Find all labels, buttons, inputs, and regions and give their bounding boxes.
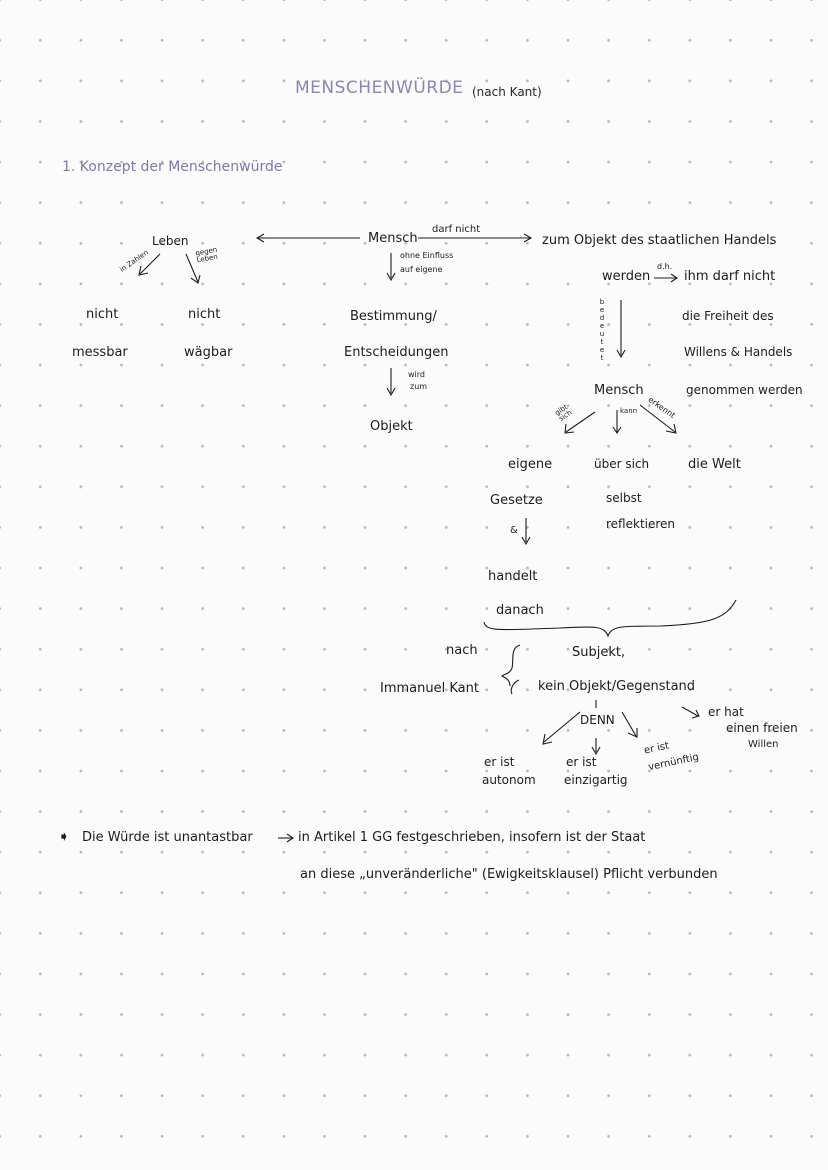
vernuenftig-label: vernünftig bbox=[647, 751, 700, 774]
nicht-label-2: nicht bbox=[188, 307, 221, 322]
handelt-label: handelt bbox=[488, 569, 538, 584]
conclusion-line1-right: in Artikel 1 GG festgeschrieben, insofern ist der Staat bbox=[298, 830, 646, 845]
gibt-sich-label: gibt sich bbox=[553, 402, 574, 424]
bedeutet-label: b e d e u t e t bbox=[599, 298, 605, 362]
messbar-label: messbar bbox=[72, 345, 128, 360]
die-welt-label: die Welt bbox=[688, 457, 741, 472]
arrow-bullet-icon: ➧ bbox=[58, 829, 70, 845]
mensch-right-label: Mensch bbox=[594, 383, 644, 398]
nicht-label-1: nicht bbox=[86, 307, 119, 322]
nach-label: nach bbox=[446, 643, 478, 658]
er-ist-label-3: er ist bbox=[643, 740, 671, 757]
page-subtitle: (nach Kant) bbox=[472, 85, 542, 99]
erkennt-label: erkennt bbox=[646, 395, 677, 421]
subjekt-label: Subjekt, bbox=[572, 645, 626, 660]
selbst-label: selbst bbox=[606, 491, 642, 505]
reflektieren-label: reflektieren bbox=[606, 517, 676, 531]
mensch-center-label: Mensch bbox=[368, 231, 418, 246]
er-ist-label-1: er ist bbox=[484, 755, 515, 769]
kein-objekt-label: kein Objekt/Gegenstand bbox=[538, 679, 696, 694]
genommen-label: genommen werden bbox=[686, 383, 803, 397]
in-zahlen-label: in Zahlen bbox=[118, 248, 150, 274]
ihm-darf-nicht-label: ihm darf nicht bbox=[684, 269, 776, 284]
wird-label: wird bbox=[408, 370, 425, 379]
denn-label: DENN bbox=[580, 713, 615, 727]
conclusion-line1-left: Die Würde ist unantastbar bbox=[82, 830, 253, 845]
kann-label: kann bbox=[620, 407, 638, 415]
zum-label: zum bbox=[410, 382, 428, 391]
conclusion-line2: an diese „unveränderliche" (Ewigkeitsklausel) Pflicht verbunden bbox=[300, 867, 718, 882]
entscheidungen-label: Entscheidungen bbox=[344, 345, 449, 360]
objekt-label: Objekt bbox=[370, 419, 413, 434]
er-ist-label-2: er ist bbox=[566, 755, 597, 769]
leben-label: Leben bbox=[152, 234, 189, 248]
einzigartig-label: einzigartig bbox=[564, 773, 628, 787]
einen-freien-label: einen freien bbox=[726, 721, 798, 735]
bestimmung-label: Bestimmung/ bbox=[350, 309, 437, 324]
eigene-label: eigene bbox=[508, 457, 553, 472]
immanuel-kant-label: Immanuel Kant bbox=[380, 681, 479, 696]
er-hat-label: er hat bbox=[708, 705, 744, 719]
gegen-leben-label: gegen Leben bbox=[194, 245, 219, 265]
und-label: & bbox=[510, 525, 518, 536]
gesetze-label: Gesetze bbox=[490, 493, 543, 508]
willens-label: Willens & Handels bbox=[684, 345, 793, 359]
ueber-sich-label: über sich bbox=[594, 457, 650, 471]
dh-label: d.h. bbox=[657, 262, 673, 271]
darf-nicht-label: darf nicht bbox=[432, 224, 481, 235]
auf-eigene-label: auf eigene bbox=[400, 265, 443, 274]
willen-label: Willen bbox=[748, 739, 779, 750]
waegbar-label: wägbar bbox=[184, 345, 233, 360]
section-heading: 1. Konzept der Menschenwürde bbox=[62, 159, 283, 175]
ohne-einfluss-label: ohne Einfluss bbox=[400, 251, 454, 260]
die-freiheit-label: die Freiheit des bbox=[682, 309, 774, 323]
autonom-label: autonom bbox=[482, 773, 536, 787]
danach-label: danach bbox=[496, 603, 544, 618]
werden-label: werden bbox=[602, 269, 651, 284]
page-title: MENSCHENWÜRDE bbox=[295, 78, 464, 98]
zum-objekt-label: zum Objekt des staatlichen Handels bbox=[542, 233, 777, 248]
